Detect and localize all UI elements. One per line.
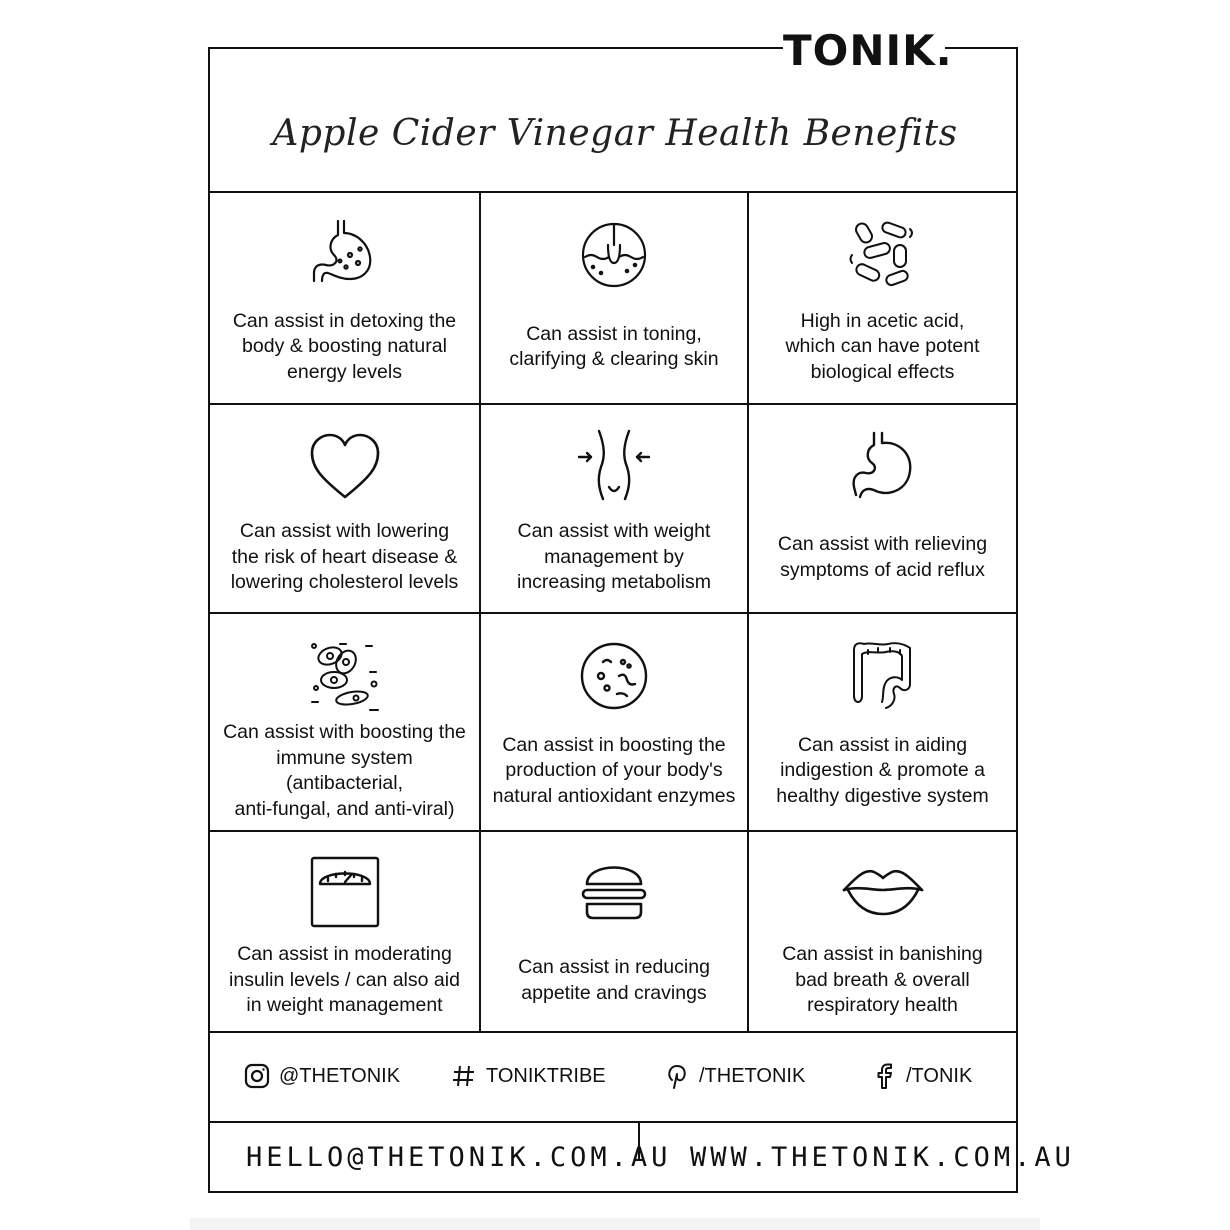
- benefit-text: Can assist in boosting the production of your body's natural antioxidant enzymes: [492, 733, 736, 807]
- benefit-text: Can assist in aiding indigestion & promote a healthy digestive system: [776, 733, 989, 807]
- microbe-circle-icon: [569, 636, 659, 716]
- benefit-cell: [210, 193, 479, 403]
- pinterest-icon: [663, 1062, 691, 1090]
- benefit-text: Can assist in toning, clarifying & clearing skin: [509, 322, 719, 370]
- benefit-text: Can assist in detoxing the body & boosting natural energy levels: [232, 309, 457, 383]
- facebook-icon: [870, 1062, 898, 1090]
- stomach-icon: [838, 427, 928, 507]
- stomach-detox-icon: [300, 215, 390, 295]
- benefit-cell: [749, 832, 1016, 1031]
- instagram-link[interactable]: [243, 1058, 400, 1094]
- benefit-text: Can assist with boosting the immune system (antibacterial, anti-fungal, and anti-viral): [223, 721, 466, 820]
- benefit-cell: [749, 193, 1016, 403]
- burger-icon: [569, 854, 659, 934]
- bacteria-icon: [838, 215, 928, 295]
- email-link[interactable]: HELLO@THETONIK.COM.AU: [246, 1142, 672, 1173]
- website-link[interactable]: WWW.THETONIK.COM.AU: [690, 1142, 1075, 1173]
- divider: [208, 1031, 1018, 1033]
- instagram-icon: [243, 1062, 271, 1090]
- scale-icon: [300, 854, 390, 934]
- brand-logo: TONIK.: [783, 26, 953, 75]
- benefit-text: Can assist in banishing bad breath & overall respiratory health: [782, 943, 983, 1017]
- hashtag-link[interactable]: [450, 1058, 606, 1094]
- benefit-cell: [481, 832, 747, 1031]
- divider: [208, 1121, 1018, 1123]
- intestine-icon: [838, 636, 928, 716]
- skin-layer-icon: [569, 215, 659, 295]
- instagram-handle: @THETONIK: [279, 1064, 401, 1087]
- benefit-cell: [749, 405, 1016, 612]
- benefit-text: High in acetic acid, which can have potent biological effects: [785, 309, 980, 383]
- facebook-link[interactable]: [870, 1058, 972, 1094]
- lips-icon: [838, 854, 928, 934]
- benefit-cell: [481, 614, 747, 830]
- benefit-text: Can assist in moderating insulin levels / can also aid in weight management: [229, 943, 460, 1017]
- benefit-cell: [481, 405, 747, 612]
- benefit-cell: [210, 832, 479, 1031]
- benefit-cell: [481, 193, 747, 403]
- benefit-cell: [749, 614, 1016, 830]
- benefit-text: Can assist with lowering the risk of heart disease & lowering cholesterol levels: [230, 520, 459, 594]
- page-title: Apple Cider Vinegar Health Benefits: [272, 113, 958, 154]
- background-strip: [190, 1218, 1040, 1230]
- waist-icon: [569, 427, 659, 507]
- facebook-handle: /TONIK: [906, 1064, 973, 1087]
- benefit-text: Can assist with relieving symptoms of acid reflux: [777, 533, 988, 581]
- benefit-cell: [210, 614, 479, 830]
- benefit-text: Can assist with weight management by increasing metabolism: [516, 520, 711, 594]
- pinterest-handle: /THETONIK: [699, 1064, 806, 1087]
- heart-icon: [300, 427, 390, 507]
- pinterest-link[interactable]: [663, 1058, 805, 1094]
- benefit-cell: [210, 405, 479, 612]
- hashtag-icon: [450, 1062, 478, 1090]
- benefit-text: Can assist in reducing appetite and cravings: [518, 956, 710, 1004]
- hashtag-text: TONIKTRIBE: [486, 1064, 606, 1087]
- immune-cells-icon: [300, 636, 390, 716]
